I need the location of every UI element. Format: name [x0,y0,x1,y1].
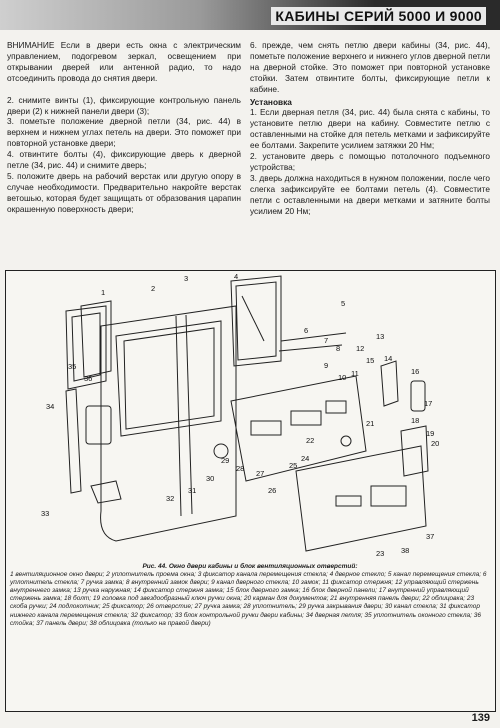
figure-label-38: 38 [401,546,410,555]
step-3-paragraph: 3. пометьте положение дверной петли (34, рис. 44) в верхнем и нижнем углах петель на двери. Это поможет при повторной установке двери; [7,116,241,149]
figure-label-26: 26 [268,486,277,495]
step-2-paragraph: 2. снимите винты (1), фиксирующие контрольную панель двери (2) к нижней панели двери (3); [7,94,241,116]
figure-label-13: 13 [376,332,385,341]
step-6-paragraph: 6. прежде, чем снять петлю двери кабины (34, рис. 44), пометьте положение верхнего и нижнего углов дверной петли на дверной стойке. Это поможет при повторной установке стойки. Затем отвинтите болты, фиксирующие петли к кабине. [250,40,490,94]
figure-label-5: 5 [341,299,346,308]
figure-caption [10,563,490,628]
figure-label-31: 31 [188,486,197,495]
figure-label-29: 29 [221,456,230,465]
figure-label-20: 20 [431,439,440,448]
figure-label-8: 8 [336,344,341,353]
figure-label-14: 14 [384,354,393,363]
figure-label-15: 15 [366,356,375,365]
figure-44 [5,270,496,712]
figure-label-18: 18 [411,416,420,425]
figure-label-6: 6 [304,326,309,335]
step-5-paragraph: 5. положите дверь на рабочий верстак или другую опору в случае необходимости. Предварительно накройте верстак ветошью, которая будет защищать от образования царапин окрашенную поверхность двери; [7,170,241,214]
figure-caption-title: Рис. 44. Окно двери кабины и блок вентиляционных отверстий: [142,563,358,570]
door-exploded-diagram [6,271,495,561]
figure-label-9: 9 [324,361,329,370]
header-bar [0,0,500,30]
figure-label-3: 3 [184,274,189,283]
figure-label-19: 19 [426,429,435,438]
warning-paragraph: ВНИМАНИЕ Если в двери есть окна с электрическим управлением, подогревом зеркал, освещением при открывании дверей или антенной радио, то надо отсоединить провода до снятия двери. [7,40,241,83]
step-4-paragraph: 4. отвинтите болты (4), фиксирующие дверь к дверной петле (34, рис. 44) и снимите дверь; [7,149,241,171]
install-step-3: 3. дверь должна находиться в нужном положении, после чего слегка зафиксируйте ее болтами петель (4). Совместите петли с оставленными на двери метками и затяните болты усилием 20 Нм; [250,172,490,216]
page-header-title: КАБИНЫ СЕРИЙ 5000 И 9000 [271,7,486,25]
page-number: 139 [471,712,490,724]
figure-label-12: 12 [356,344,365,353]
left-text-column [7,40,241,215]
right-text-column [250,40,490,217]
figure-label-32: 32 [166,494,175,503]
figure-label-21: 21 [366,419,375,428]
figure-label-23: 23 [376,549,385,558]
paragraph-gap [7,84,241,95]
figure-label-7: 7 [324,336,329,345]
figure-label-34: 34 [46,402,55,411]
install-step-2: 2. установите дверь с помощью потолочного подъемного устройства; [250,151,490,172]
figure-label-37: 37 [426,532,435,541]
figure-label-27: 27 [256,469,265,478]
figure-label-24: 24 [301,454,310,463]
figure-label-1: 1 [101,288,106,297]
figure-label-28: 28 [236,464,245,473]
figure-label-25: 25 [289,461,298,470]
figure-label-35: 35 [68,362,77,371]
figure-label-17: 17 [424,399,433,408]
figure-label-11: 11 [351,369,359,378]
figure-caption-text: 1 вентиляционное окно двери; 2 уплотнитель проема окна; 3 фиксатор канала перемещения стекла; 4 дверное стекло; 5 канал перемещения стекла; 6 уплотнитель стекла; 7 ручка замка; 8 внутренний замок двери; 9 канал дверного стекла; 10 замок; 11 фиксатор стержня; 12 управляющий стержень внутреннего замка; 13 ручка наружная; 14 фиксатор стержня замка; 15 блок дверного замка; 16 блок дверной панели; 17 внутренний управляющий стержень замка; 18 болт; 19 головка под звездообразный ключ ручки окна; 20 карман для документов; 21 внутренняя панель двери; 22 облицовка; 23 скоба ручки; 24 подлокотник; 25 фиксатор; 26 отверстие; 27 ручка замка; 28 уплотнитель; 29 ручка закрывания двери; 30 канал стекла; 31 фиксатор нижнего канала перемещения стекла; 32 фиксатор; 33 блок контрольной ручки двери кабины; 34 дверная петля; 35 уплотнитель оконного стекла; 36 стойка; 37 панель двери; 38 облицовка (только на правой двери) [10,571,487,627]
figure-label-10: 10 [338,373,347,382]
figure-label-4: 4 [234,272,239,281]
install-heading: Установка [250,96,292,107]
figure-label-2: 2 [151,284,156,293]
figure-label-22: 22 [306,436,315,445]
figure-label-33: 33 [41,509,50,518]
figure-label-16: 16 [411,367,420,376]
figure-label-30: 30 [206,474,215,483]
install-step-1: 1. Если дверная петля (34, рис. 44) была снята с кабины, то установите петлю двери на кабину. Совместите петлю с оставленными на стойке для петель метками и зафиксируйте ее болтами. Закрепите усилием затяжки 20 Нм; [250,107,490,151]
figure-label-36: 36 [84,374,93,383]
